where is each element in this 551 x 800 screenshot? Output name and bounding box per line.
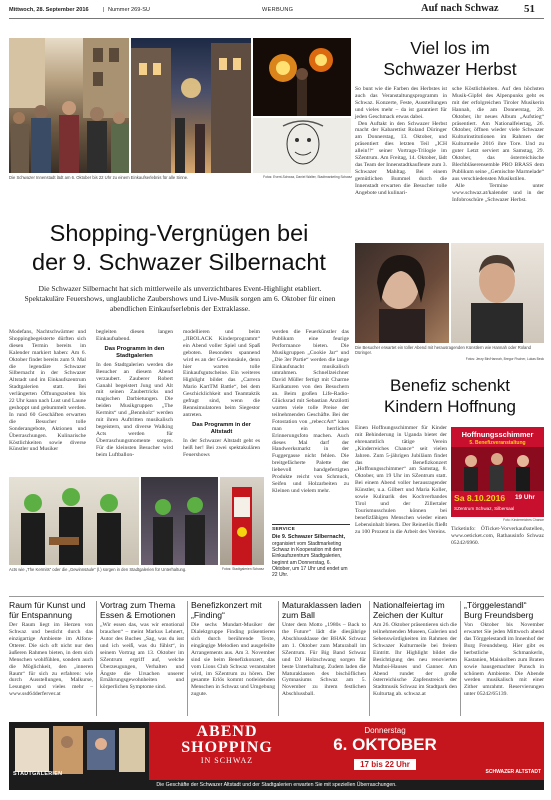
herbst-title-line1: Viel los im (410, 38, 490, 58)
brief-matura-title: Maturaklassen laden zum Ball (282, 600, 362, 620)
hannah-illustration (355, 243, 449, 343)
brief-toerggele-text: Von Oktober bis November erwartet Sie jeden Mittwoch abend das Törggelestandl im Innenhof der Burg Freundsberg. Hier gibt es herbstliche Schmankerln, Kastanien, Maiskolben zum Braten sowie hausgemachter Punsch in schönem Ambiente. Die Abende werden musikalisch mit einer Zither umrahmt. Reservierungen unter 05242/65139. (464, 622, 544, 698)
header-date: Mittwoch, 28. September 2016 (9, 7, 89, 13)
brief-benefizkonzert-title: Benefizkonzert mit „Finding“ (191, 600, 262, 620)
herbst-title (355, 38, 545, 80)
brief-matura (282, 601, 366, 698)
brief-divider-5 (460, 601, 461, 716)
benefiz-title-line1: Benefiz schenkt (389, 376, 510, 395)
brief-toerggele-title: „Törggelestandl“ Burg Freundsberg (464, 600, 534, 620)
herbst-credit: Fotos: Jerzy Bin/Hannah, Bregor Fischer, Lukas Beck (465, 357, 544, 361)
herbst-col2-p2: Alle Termine unter www.schwaz.at/kalender und in der Infobroschüre „Schwazer Herbst. (452, 182, 544, 203)
poster-place: SZentrum Schwaz, Silbersaal (454, 506, 515, 511)
banner-time: 17 bis 22 Uhr (354, 759, 416, 770)
herbst-col1-p2: Den Auftakt in den Schwazer Herbst macht der Kabarettist Roland Düringer am Donnerstag, 13. Oktober, und präsentiert dies letzten Teil „ICH allein!!“ seiner Vortrags-Trilogie im SZentrum. Am Freitag, 14. Oktober, lädt das Team der Innenstadtkaufleute zum 3. Schwazer Mahltag. Bei einem gemütlichen Bummel durch die Innenstadt erwarten die Besucher tolle Angebote und kulinari- (355, 120, 447, 196)
header-category: WERBUNG (262, 7, 294, 13)
main-col4: werden die Feuerkünstler das Publikum eine feurige Performance bieten. Die Musikgruppen „Cookie Jar“ und „Die 3er Partie“ werden die lange Einkaufsnacht musikalisch umrahmen. Schnellzeichner David Müller fertigt mit Charme Karikaturen von den Besuchern an. Beim großen Life-Radio-Glücksrad mit Sebastian Anzilotti warten viele tolle Preise der teilnehmenden Geschäfte. Bei der Fotostation von „rebeccArt“ kann man ein herrliches Erinnerungsfoto machen. Auch dieses Mal darf der Handwerksmarkt in der Fuggergasse nicht fehlen. Die breitgefächerte Palette der liebevoll handgefertigten Produkte reicht von Schmuck, Seifen und Holzarbeiten zu Kleinen und vielem mehr. (272, 329, 349, 494)
banner-headline (157, 724, 297, 765)
brief-toerggele (464, 601, 544, 698)
main-title-line1: Shopping-Vergnügen bei (49, 220, 309, 246)
main-col2 (96, 329, 173, 459)
service-box (272, 524, 350, 577)
main-col2-b: In den Stadtgalerien werden die Besucher an diesem Abend verzaubert. Zauberer Robert Ganahl begeistert Jung und Alt mit seinen Zaubertricks und magischen Darbietungen. Die beiden Musikgruppen „The Kermits“ und „Bennholz“ werden mit ihren Auftritten musikalisch begeistern, und diverse Walking Acts werden für Überraschungsmomente sorgen. Für die kleinsten Besucher wird beim Luftballon- (96, 361, 173, 458)
service-text: organisiert vom Stadtmarketing Schwaz in Kooperation mit dem Einkaufszentrum Stadtgalerien, beginnt am Donnerstag, 6. Oktober, um 17 Uhr und endet um 22 Uhr. (272, 541, 348, 579)
brief-nationalfeiertag-text: Am 26. Oktober präsentieren sich die teilnehmenden Museen, Galerien und Sehenswürdigkeiten im Rahmen der Schwazer Kulturmeile bei freiem Eintritt. Ihr Highlight bildet die Besichtigung des neu renovierten Mathoi-Hauses und Ganner. Am Abend rundet der große österreichische Zapfenstreich der Stadtmusik Schwaz im Stadtpark den Kulturtag ab. schwaz.at (373, 622, 457, 698)
header-separator: | (103, 7, 105, 13)
main-col2-a: begleiten diesen langen Einkaufsabend. (96, 329, 173, 342)
herbst-col2-p1: sche Köstlichkeiten. Auf den höchsten Musik-Gipfel des Alpenpunks geht es mit der erfolgreichen Tiroler Musikerin Hannah, die am Donnerstag, 20. Oktober, ihr neues Album „Aufstieg“ präsentiert. Am Nationalfeiertag, 26. Oktober, öffnen wieder viele Schwazer Kulturinstitutionen im Rahmen der Kulturmeile 2016 ihre Tore. Und zu guter Letzt serviert am Samstag, 29. Oktober, das österreichische Blechbläserensemble PRO BRASS dem Publikum seine „Gemischte Marmelade“ aus verschiedensten Musikstilen. (452, 86, 544, 182)
kermits-caption: Acts wie „The Kermits“ oder die „Gewinnsäule“ (l.) sorgen in den Stadtgalerien für Unterhaltung. (9, 567, 187, 572)
brief-benefizkonzert (191, 601, 275, 698)
banner-line2: SHOPPING (181, 739, 273, 756)
briefs-rule (9, 596, 544, 597)
benefiz-title-line2: Kindern Hoffnung (383, 397, 516, 416)
benefiz-credit: Foto: Kinderreiches Chance (503, 518, 544, 522)
crowd-illustration (9, 38, 129, 173)
photo-old-town-night (131, 38, 251, 173)
service-label: SERVICE (272, 527, 296, 532)
main-col3-subhead-line1: Das Programm in der (192, 421, 251, 428)
kermits-illustration (9, 477, 139, 565)
top-photo-credit: Fotos: Event-Schwaz, Daniel Walter, Stadtmarketing Schwaz (263, 175, 352, 179)
main-col3-subhead-line2: Altstadt (210, 428, 233, 435)
photo-fire-show (253, 38, 351, 116)
main-title (9, 219, 349, 277)
banner-date-block (315, 726, 455, 772)
photo-gewinnsaeule (220, 477, 264, 565)
brief-nationalfeiertag-title: Nationalfeiertag im Zeichen der Kultur (373, 600, 445, 620)
banner-footer: Die Geschäfte der Schwazer Altstadt und der Stadtgalerien erwarten Sie mit speziellen Überraschungen. (9, 780, 544, 790)
herbst-col2 (452, 86, 544, 203)
header-rule (9, 18, 544, 19)
brief-matura-text: Unter dem Motto „1980s – Back to the Future“ lädt die diesjährige Abschlussklasse der BHAK Schwaz am 1. Oktober zum Maturaball im SZentrum. Für Big Band Schwaz und DJ Holzschwang sorgen für beste Unterhaltung. Zudem laden die Maturaklassen des bischöflichen Gymnasiums Schwaz am 5. November zu ihrem festlichen Abschlussball. (282, 622, 366, 698)
main-col2-subhead-line1: Das Programm in den (104, 345, 165, 352)
brief-kunst-text: Der Raum liegt im Herzen von Schwaz und besticht durch das einzigartige Ambiente im Alfons-Otterer. Die sich oft nicht nur den äußeren Rahmen bieten, in dem sich Menschen wohlfühlen, sondern auch die Möglichkeit, den „inneren Raum“ für sich zu erfahren: wie durch Ausstellungen, Malkurse, Lesungen und vieles mehr – www.ssd64derferver.at (9, 622, 93, 698)
street-illustration (131, 38, 251, 173)
benefiz-poster (451, 427, 544, 517)
photo-kermits-stage (141, 477, 218, 565)
main-col2-subhead-line2: Stadtgalerien (116, 352, 153, 359)
kermits-stage-illustration (141, 477, 218, 565)
brief-divider-4 (369, 601, 370, 716)
banner-day: Donnerstag (364, 726, 406, 735)
poster-date: Sa 8.10.2016 (454, 493, 506, 503)
main-col3-subhead (183, 422, 260, 436)
fire-illustration (253, 38, 351, 116)
main-col3-b: In der Schwazer Altstadt geht es heiß her! Bei zwei spektakulären Feuershows (183, 437, 260, 458)
header-issue: Nummer 269-SU (108, 7, 150, 13)
brief-benefizkonzert-text: Die sechs Mundart-Musiker der Dialektgruppe Finding präsentieren sich durch berührende Texte, eingängige Melodien und ausgefeilte Arrangements aus. Am 3. November sind sie beim Benefizkonzert, das vom Lions Club Schwaz veranstaltet wird, im SZentrum zu hören. Der gesamte Erlös kommt notleidenden Menschen in Schwaz und Umgebung zugute. (191, 622, 275, 698)
benefiz-ticket: Ticketinfo: ÖTicket-Vorverkaufsstellen, www.oeticket.com, Rathausinfo Schwaz 05242/6960. (451, 526, 544, 546)
brief-vortrag (100, 601, 184, 691)
photo-kermits (9, 477, 139, 565)
brief-vortrag-text: „Wir essen das, was wir emotional brauchen“ – meint Markus Lehnert, Autor des Buches „Sag, was du isst und ich weiß, was du fühlst“, in seinem Vortrag am 13. Oktober im SZentrum ergriff auf, welche Überzeugungen, Verhalten und Ängste die Ursachen unserer Ernährungsgewohnheiten und körperlichen Symptome sind. (100, 622, 184, 691)
banner-brand-right: SCHWAZER ALTSTADT (485, 769, 541, 775)
poster-title: Hoffnungsschimmer (461, 430, 534, 439)
photo-caricature (253, 118, 351, 173)
herbst-col1-p1: So bunt wie die Farben des Herbstes ist auch das Veranstaltungsprogramm in Schwaz. Konzerte, Feste, Ausstellungen und vieles mehr – da ist garantiert für jeden Geschmack etwas dabei. (355, 86, 447, 120)
benefiz-title (355, 375, 545, 417)
photo-dueringer (451, 243, 544, 343)
banner-date: 6. OKTOBER (333, 735, 437, 754)
herbst-title-line2: Schwazer Herbst (383, 59, 517, 79)
main-lead: Die Schwazer Silbernacht hat sich mittlerweile als unverzichtbares Event-Highlight etabliert. Spektakuläre Feuershows, unglaubliche Zaubershows und Live-Musik sorgen am 6. Oktober für einen abendlichen Einkaufserlebnis der Extraklasse. (24, 284, 336, 313)
brief-kunst-title: Raum für Kunst und für Entspannung (9, 600, 86, 620)
herbst-caption: Die Besucher erwartet ein toller Abend mit herausragenden Künstlern wie Hannah oder Roland Düringer. (355, 345, 531, 355)
main-col1: Modefans, Nachtschwärmer und Shoppingbegeisterte dürften sich diesen Termin bereits im Kalender markiert haben: Am 6. Oktober findet bereits zum 9. Mal die legendäre Schwazer Silbernacht in der Schwazer Altstadt und im Einkaufszentrum Stadtgalerien statt. Bei verlängerten Öffnungszeiten bis 22 Uhr kann nach Lust und Laune geshoppt und gebummelt werden. In rund 60 Geschäften erwarten die Besucher tolle Sonderangebote, Aktionen und Überraschungen. Kulinarische Köstlichkeiten sowie diverse Künstler und Musiker (9, 329, 86, 453)
banner-line1: ABEND (196, 723, 258, 740)
benefiz-text: Einen Hoffnungsschimmer für Kinder mit Behinderung in Uganda bietet der ehrenamtlich tätige Verein „Kinderreiches Chance“ seit vielen Jahren. Zum 5-jährigen Jubiläum findet das Benefizkonzert „Hoffnungsschimmer“ am Samstag, 8. Oktober, um 19 Uhr im SZentrum statt. Bei einem Abend voller herausragender Künstler, u.a. Gilbert und Maria Koller, sowie Kulinarik des Kochverbandes Tirol und der Zillertaler Tourismusschulen können bei benefizfähigen Menschen wieder einen Lebensinhalt bieten. Der Reinerlös fließt zu 100 Prozent in die Arbeit des Vereins. (355, 425, 447, 535)
dueringer-illustration (451, 243, 544, 343)
main-col3-a: modellieren und beim „JIBOLACK Kinderprogramm“ ein Abend voller Spiel und Spaß geboten. Besonders spannend wird es an der Gewinnsäule, denn hier warten tolle Einkaufsgutscheine. Ein weiteres Highlight bildet das „Carrera Mario KartTM Battle“, bei dem Geschicklichkeit und Teamtaktik gefragt sind, wenn die Rennsimulatoren beim Siegestor antreten. (183, 329, 260, 418)
brief-kunst (9, 601, 93, 698)
brief-vortrag-title: Vortrag zum Thema Essen & Emotionen (100, 600, 176, 620)
page-header (9, 4, 544, 18)
herbst-col1 (355, 86, 447, 197)
header-page-number: 51 (524, 3, 535, 15)
poster-time: 19 Uhr (515, 494, 535, 501)
caricature-illustration (253, 118, 351, 173)
banner-line3: IN SCHWAZ (200, 756, 254, 765)
brief-nationalfeiertag (373, 601, 457, 698)
brief-divider-3 (278, 601, 279, 716)
poster-subtitle: 5. Benefizveranstaltung (469, 440, 526, 446)
gewinnsaeule-illustration (220, 477, 264, 565)
brief-divider-2 (187, 601, 188, 716)
photo-crowd-street (9, 38, 129, 173)
poster-performers-illustration (451, 447, 544, 491)
top-caption: Die Schwazer Innenstadt lädt am 6. Oktober bis 22 Uhr zu einem Einkaufserlebnis für alle Sinne. (9, 175, 189, 180)
abendshopping-banner (9, 722, 544, 790)
banner-brand-left: STADTGALERIEN (13, 771, 63, 777)
main-col2-subhead (96, 346, 173, 360)
main-col3 (183, 329, 260, 459)
kermits-credit: Fotos: Stadtgalerien Schwaz (222, 567, 264, 571)
brief-divider-1 (96, 601, 97, 716)
photo-hannah (355, 243, 449, 343)
header-section: Auf nach Schwaz (421, 3, 499, 14)
main-title-line2: der 9. Schwazer Silbernacht (32, 249, 326, 275)
service-title: Die 9. Schwazer Silbernacht, (272, 534, 346, 540)
